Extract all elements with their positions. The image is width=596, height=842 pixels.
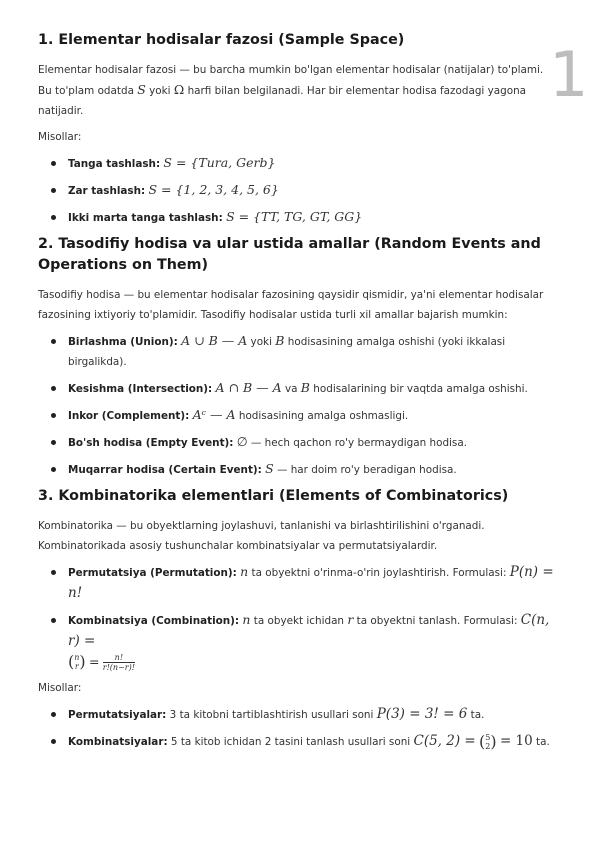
section-3-title: 3. Kombinatorika elementlari (Elements of Combinatorics) bbox=[38, 488, 509, 504]
section-1-list bbox=[38, 153, 554, 228]
list-item: Birlashma (Union): A ∪ B — A yoki B hodisasining amalga oshishi (yoki ikkalasi birgalikda). bbox=[38, 331, 554, 372]
section-3-list bbox=[38, 562, 554, 672]
section-3-examples-label: Misollar: bbox=[38, 682, 82, 694]
list-item: Kombinatsiyalar: 5 ta kitob ichidan 2 tasini tanlash usullari soni C(5, 2) = ( 5 2 ) = 10 ta. bbox=[38, 731, 554, 752]
section-2-title: 2. Tasodifiy hodisa va ular ustida amallar (Random Events and Operations on Them) bbox=[38, 236, 541, 273]
binomial-n-r: ( n r ) bbox=[68, 652, 86, 671]
list-item: Tanga tashlash: S = {Tura, Gerb} bbox=[38, 153, 554, 174]
page-number: 1 bbox=[549, 38, 589, 111]
list-item: Inkor (Complement): Aᶜ — A hodisasining amalga oshmasligi. bbox=[38, 405, 554, 426]
section-3-paragraph: Kombinatorika — bu obyektlarning joylashuvi, tanlanishi va birlashtirilishini o'rganadi. Kombinatorikada asosiy tushunchalar kombinatsiyalar va permutatsiyalardir. bbox=[38, 520, 485, 552]
list-item: Muqarrar hodisa (Certain Event): S — har doim ro'y beradigan hodisa. bbox=[38, 459, 554, 480]
section-2-paragraph: Tasodifiy hodisa — bu elementar hodisalar fazosining qaysidir qismidir, ya'ni elementar hodisalar fazosining ixtiyoriy to'plamidir. Tasodifiy hodisalar ustida turli xil amallar bajarish mumkin: bbox=[38, 289, 544, 321]
list-item: Kesishma (Intersection): A ∩ B — A va B hodisalarining bir vaqtda amalga oshishi. bbox=[38, 378, 554, 399]
section-1-paragraph: Elementar hodisalar fazosi — bu barcha mumkin bo'lgan elementar hodisalar (natijalar) to'plami. Bu to'plam odatda S yoki Ω harfi bilan belgilanadi. Har bir elementar hodisa fazodagi yagona natijadir. bbox=[38, 64, 544, 117]
section-1-title: 1. Elementar hodisalar fazosi (Sample Space) bbox=[38, 32, 405, 48]
list-item: Kombinatsiya (Combination): n ta obyekt ichidan r ta obyektni tanlash. Formulasi: C(n, r) = ( n r ) = $\frac{n!}{r!(n-r)!}$ bbox=[38, 610, 554, 672]
binomial-5-2: ( 5 2 ) bbox=[479, 732, 497, 751]
list-item: Zar tashlash: S = {1, 2, 3, 4, 5, 6} bbox=[38, 180, 554, 201]
fraction: $\frac{n!}{r!(n-r)!}$ bbox=[102, 652, 135, 672]
section-3-examples bbox=[38, 704, 554, 752]
list-item: Permutatsiya (Permutation): n ta obyektni o'rinma-o'rin joylashtirish. Formulasi: P(n) = n! bbox=[38, 562, 554, 604]
list-item: Ikki marta tanga tashlash: S = {TT, TG, GT, GG} bbox=[38, 207, 554, 228]
list-item: Bo'sh hodisa (Empty Event): ∅ — hech qachon ro'y bermaydigan hodisa. bbox=[38, 432, 554, 453]
section-2-list bbox=[38, 331, 554, 480]
list-item: Permutatsiyalar: 3 ta kitobni tartiblashtirish usullari soni P(3) = 3! = 6 ta. bbox=[38, 704, 554, 725]
section-1-examples-label: Misollar: bbox=[38, 131, 82, 143]
document-body bbox=[38, 30, 554, 758]
